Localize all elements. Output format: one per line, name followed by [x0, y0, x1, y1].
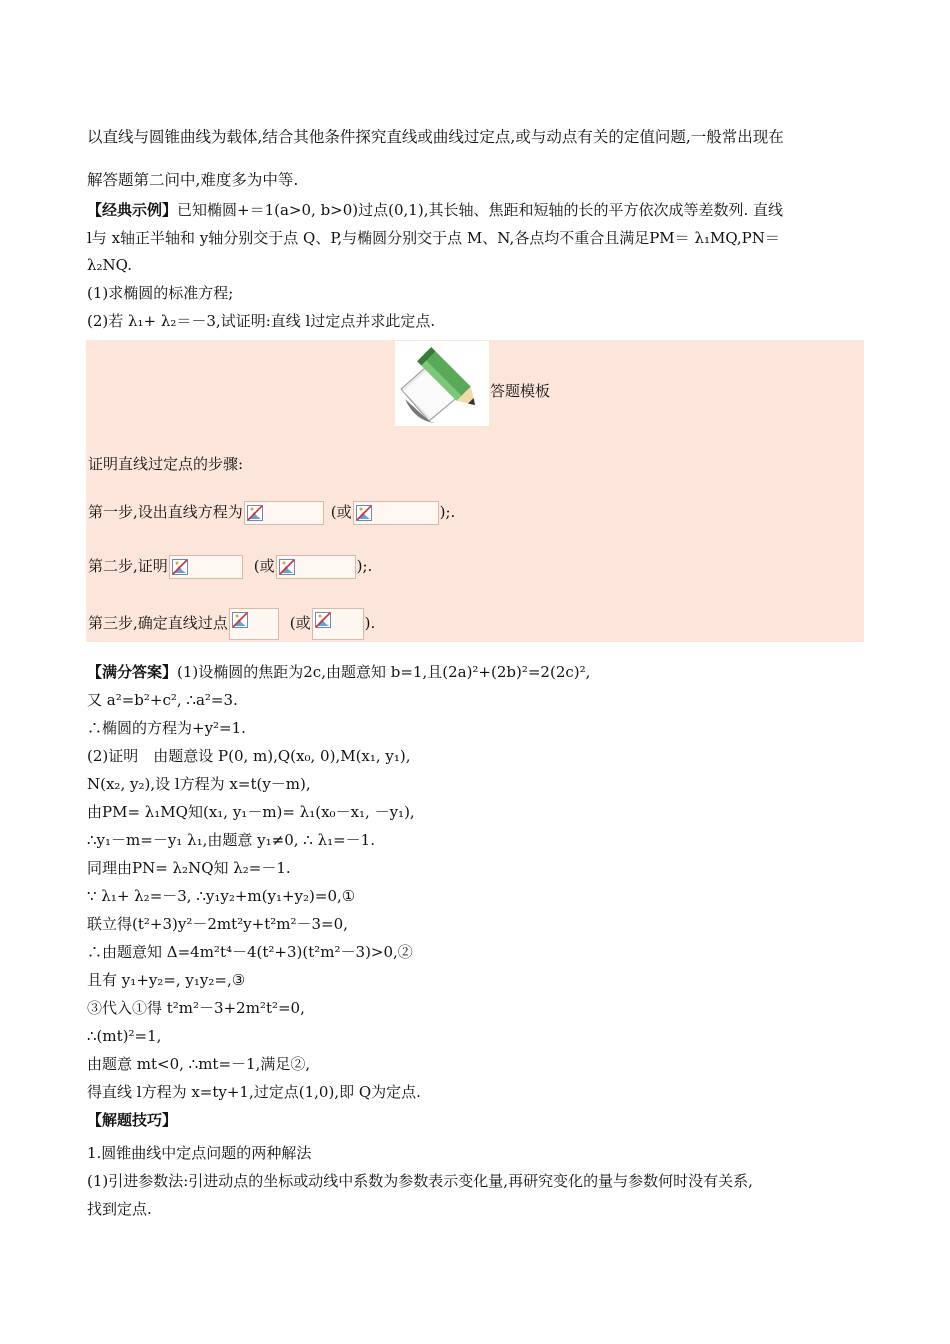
intro-line-1: 以直线与圆锥曲线为载体,结合其他条件探究直线或曲线过定点,或与动点有关的定值问题,一般常出现在 [87, 128, 784, 146]
step-3-end: ). [364, 614, 376, 632]
answer-line: 又 a²=b²+c², ∴a²=3. [87, 691, 238, 709]
formula-placeholder [353, 501, 439, 525]
answer-line-0 [87, 662, 590, 682]
answer-line: 由PM= λ₁MQ知(x₁, y₁－m)= λ₁(x₀－x₁, －y₁), [87, 803, 415, 821]
example-line-3: λ₂NQ. [87, 256, 132, 274]
broken-image-icon [172, 559, 188, 575]
step-1 [88, 501, 455, 525]
formula-placeholder [244, 501, 324, 525]
broken-image-icon [232, 612, 248, 628]
question-1: (1)求椭圆的标准方程; [87, 284, 234, 302]
step-2-end: );. [356, 557, 373, 575]
example-text-1: 已知椭圆+＝1(a>0, b>0)过点(0,1),其长轴、焦距和短轴的长的平方依次成等差数列. 直线 [177, 201, 784, 219]
answer-line: ∴由题意知 Δ=4m²t⁴－4(t²+3)(t²m²－3)>0,② [87, 943, 413, 961]
broken-image-icon [315, 612, 331, 628]
step-3 [88, 608, 375, 640]
step-1-text: 第一步,设出直线方程为 [88, 503, 243, 521]
question-2: (2)若 λ₁+ λ₂＝－3,试证明:直线 l过定点并求此定点. [87, 312, 436, 330]
answer-line: ∴(mt)²=1, [87, 1027, 162, 1045]
answer-line: ∴y₁－m=－y₁ λ₁,由题意 y₁≠0, ∴ λ₁=－1. [87, 831, 375, 849]
tips-tag [87, 1110, 177, 1130]
template-intro: 证明直线过定点的步骤: [88, 455, 244, 473]
tips-line-1: (1)引进参数法:引进动点的坐标或动线中系数为参数表示变化量,再研究变化的量与参数何时没有关系, [87, 1172, 753, 1190]
broken-image-icon [279, 559, 295, 575]
answer-text: (1)设椭圆的焦距为2c,由题意知 b=1,且(2a)²+(2b)²=2(2c)², [177, 663, 591, 681]
answer-template-panel [86, 340, 864, 642]
answer-line: ∵ λ₁+ λ₂=－3, ∴y₁y₂+m(y₁+y₂)=0,① [87, 887, 356, 905]
broken-image-icon [356, 505, 372, 521]
step-1-alt: (或 [330, 503, 352, 521]
template-title: 答题模板 [490, 382, 551, 400]
step-2 [88, 555, 372, 579]
formula-placeholder [312, 608, 364, 640]
broken-image-icon [247, 505, 263, 521]
answer-line: 由题意 mt<0, ∴mt=－1,满足②, [87, 1055, 311, 1073]
intro-line-2: 解答题第二问中,难度多为中等. [87, 171, 299, 189]
example-line-1 [87, 200, 783, 220]
formula-placeholder [276, 555, 356, 579]
answer-line: 联立得(t²+3)y²－2mt²y+t²m²－3=0, [87, 915, 348, 933]
step-3-alt: (或 [289, 614, 311, 632]
tips-subheading: 1.圆锥曲线中定点问题的两种解法 [87, 1144, 312, 1162]
answer-line: ∴椭圆的方程为+y²=1. [87, 719, 246, 737]
answer-line: N(x₂, y₂),设 l方程为 x=t(y－m), [87, 775, 311, 793]
answer-line: 且有 y₁+y₂=, y₁y₂=,③ [87, 971, 246, 989]
answer-line: ③代入①得 t²m²－3+2m²t²=0, [87, 999, 305, 1017]
pencil-paper-icon [395, 341, 489, 426]
answer-tag: 【满分答案】 [87, 663, 178, 681]
example-tag: 【经典示例】 [87, 201, 178, 219]
example-line-2: l与 x轴正半轴和 y轴分别交于点 Q、P,与椭圆分别交于点 M、N,各点均不重合且满足PM＝ λ₁MQ,PN＝ [87, 229, 780, 247]
step-2-text: 第二步,证明 [88, 557, 168, 575]
formula-placeholder [229, 608, 279, 640]
step-2-alt: (或 [253, 557, 275, 575]
tips-line-2: 找到定点. [87, 1200, 152, 1218]
step-1-end: );. [439, 503, 456, 521]
step-3-text: 第三步,确定直线过点 [88, 614, 228, 632]
answer-line: 得直线 l方程为 x=ty+1,过定点(1,0),即 Q为定点. [87, 1083, 421, 1101]
answer-line: (2)证明 由题意设 P(0, m),Q(x₀, 0),M(x₁, y₁), [87, 747, 411, 765]
formula-placeholder [169, 555, 243, 579]
answer-line: 同理由PN= λ₂NQ知 λ₂=－1. [87, 859, 291, 877]
tips-heading: 【解题技巧】 [87, 1111, 178, 1129]
